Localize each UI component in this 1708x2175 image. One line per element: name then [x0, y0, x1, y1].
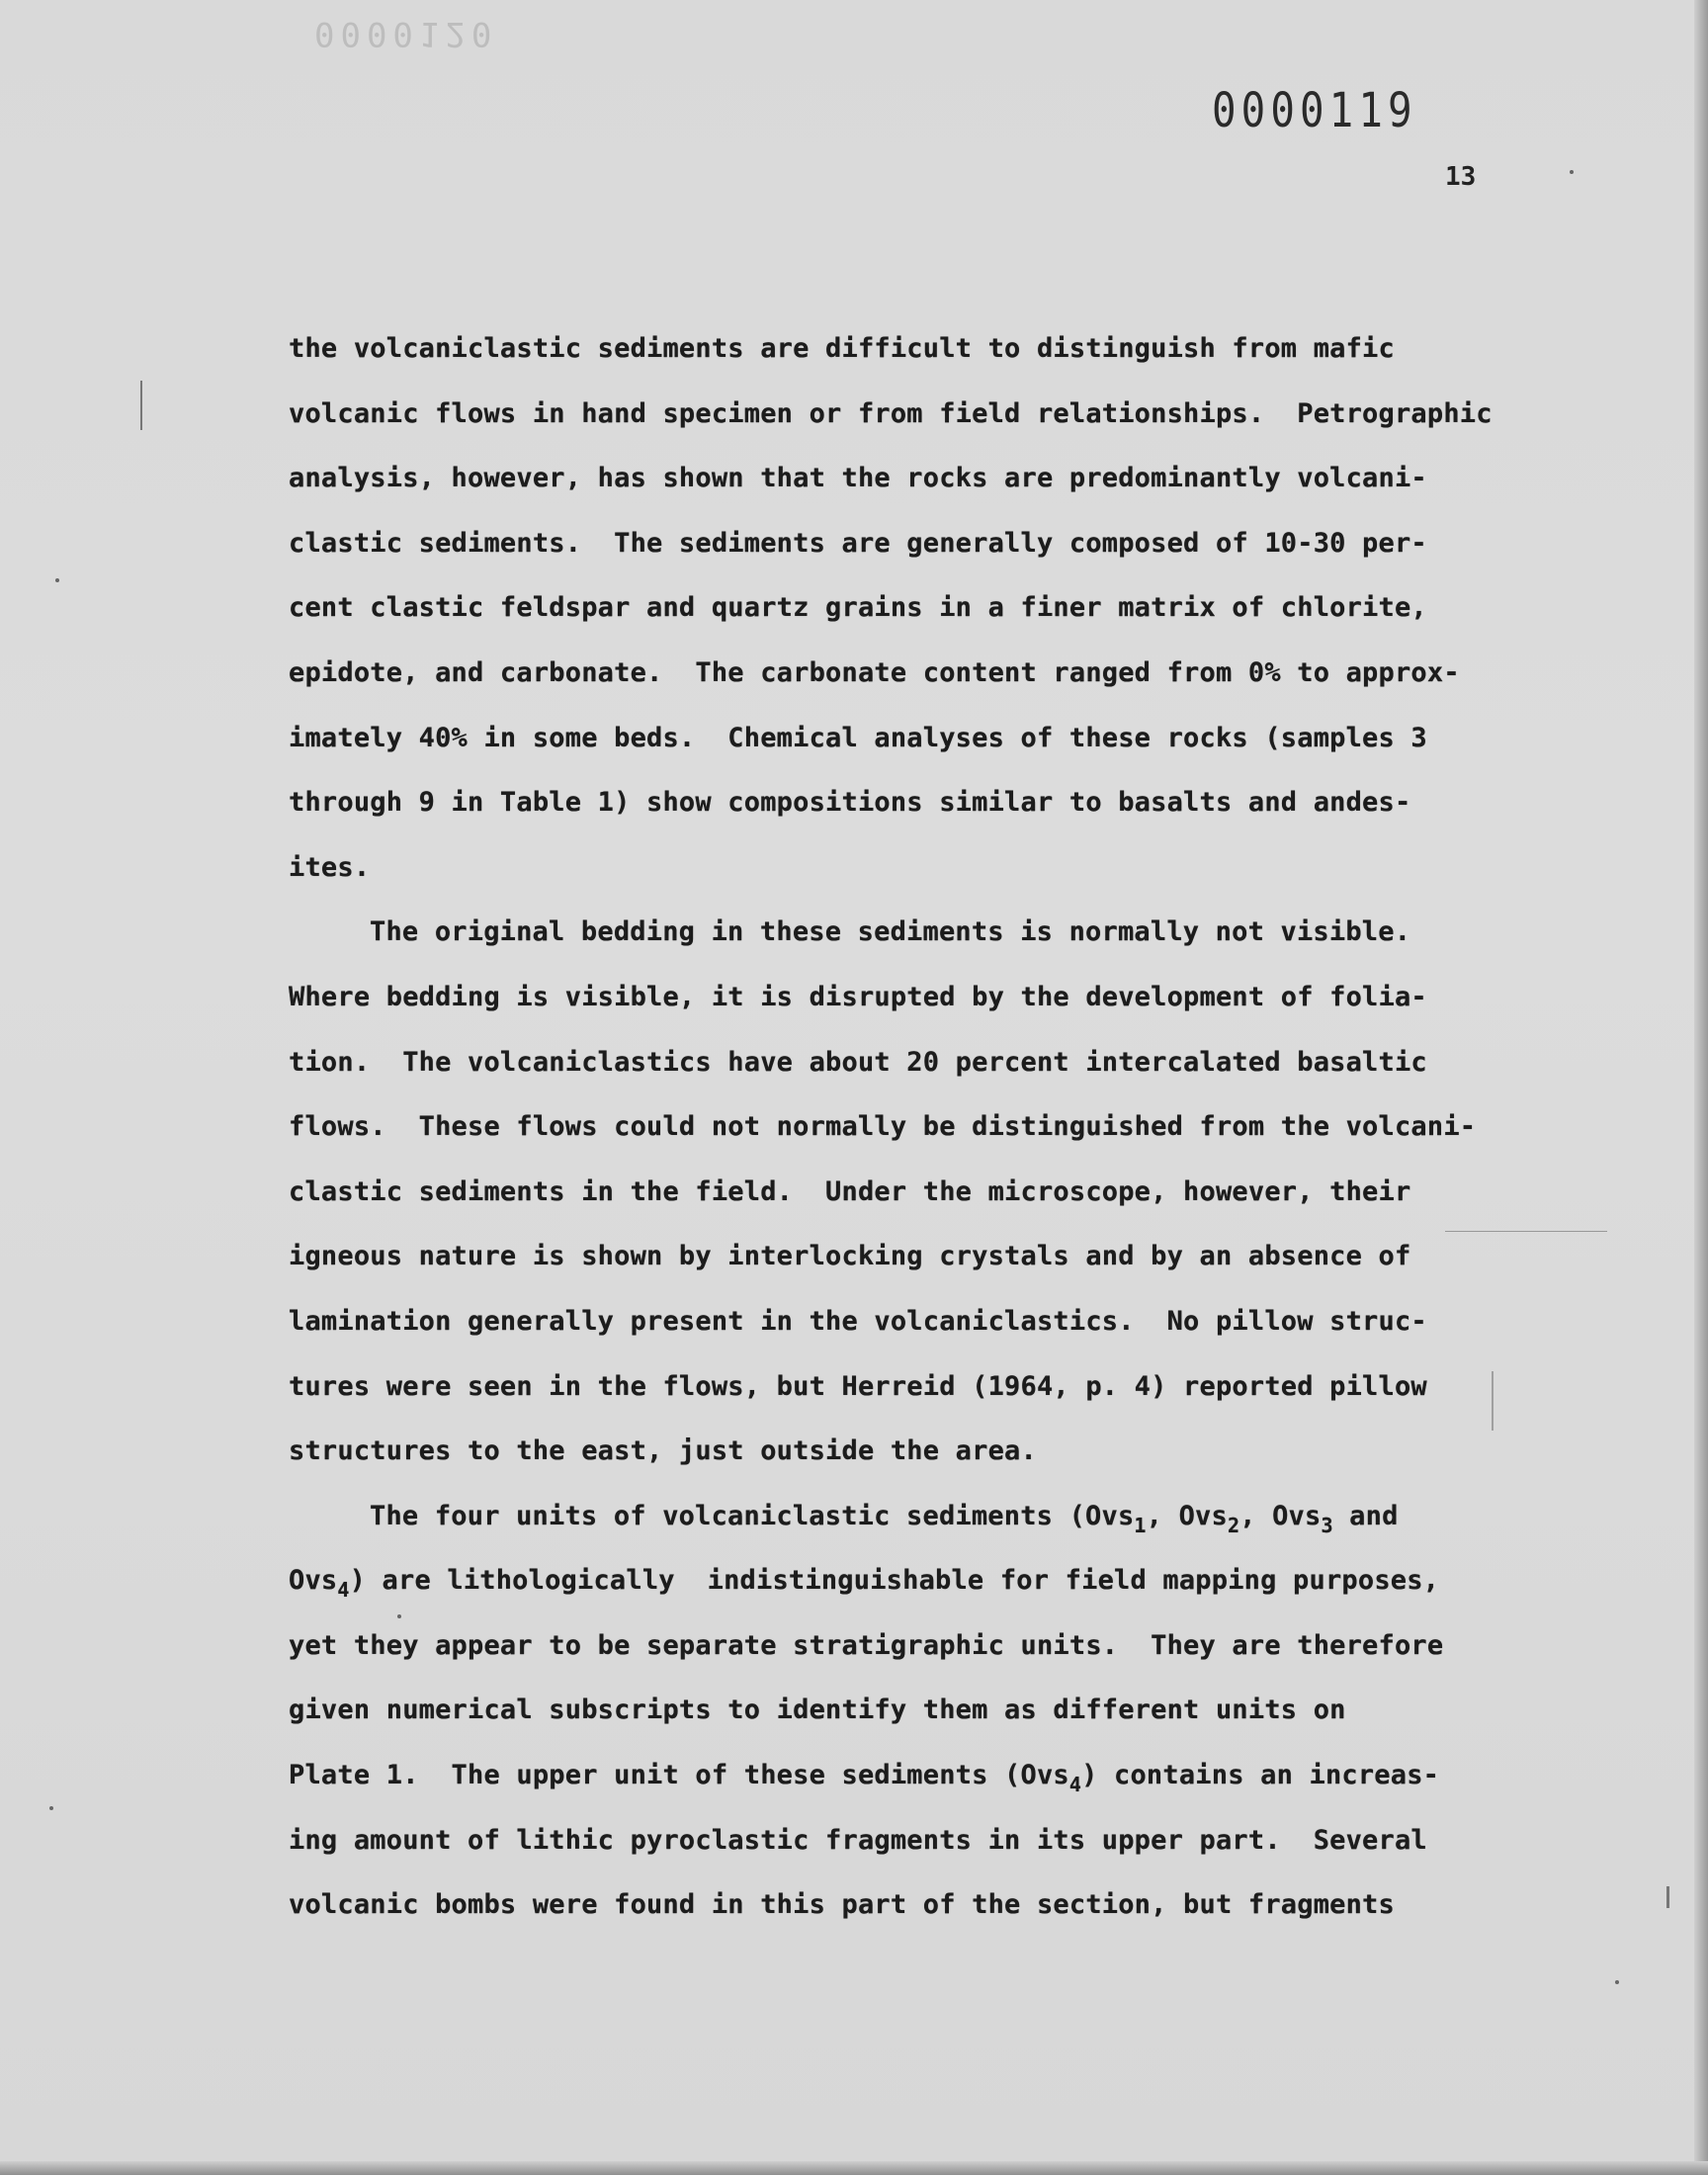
subscript: 4 — [337, 1578, 350, 1603]
scan-speck — [1615, 1980, 1619, 1984]
text-line: flows. These flows could not normally be distinguished from the volcani- — [289, 1111, 1477, 1143]
scan-mark — [1445, 1231, 1607, 1232]
text-line: lamination generally present in the volcaniclastics. No pillow struc- — [289, 1305, 1427, 1337]
scan-speck — [1570, 170, 1574, 174]
text-line — [289, 1548, 1534, 1613]
text-line: volcanic flows in hand specimen or from field relationships. Petrographic — [289, 397, 1493, 429]
scan-mark — [140, 381, 142, 430]
text-line: the volcaniclastic sediments are difficult to distinguish from mafic — [289, 333, 1395, 364]
ghost-stamp: 0000120 — [314, 14, 498, 53]
text-line: given numerical subscripts to identify them as different units on — [289, 1695, 1346, 1726]
text-line: imately 40% in some beds. Chemical analyses of these rocks (samples 3 — [289, 722, 1427, 753]
text-line: yet they appear to be separate stratigraphic units. They are therefore — [289, 1629, 1444, 1661]
text-line: The original bedding in these sediments is normally not visible. — [370, 916, 1411, 948]
text-segment: Plate 1. The upper unit of these sediments (Ovs — [289, 1760, 1069, 1791]
document-stamp-number: 0000119 — [1212, 83, 1417, 138]
text-line: ites. — [289, 851, 371, 883]
text-line: clastic sediments. The sediments are generally composed of 10-30 per- — [289, 527, 1427, 559]
text-segment: Ovs — [289, 1565, 338, 1597]
text-line: structures to the east, just outside the area. — [289, 1436, 1037, 1467]
text-segment: The four units of volcaniclastic sediments (Ovs — [370, 1500, 1135, 1531]
scan-speck — [55, 578, 59, 582]
text-segment: ) contains an increas- — [1081, 1760, 1440, 1791]
text-line: tures were seen in the flows, but Herreid (1964, p. 4) reported pillow — [289, 1370, 1427, 1402]
text-line: analysis, however, has shown that the rocks are predominantly volcani- — [289, 463, 1427, 494]
scan-speck — [49, 1806, 53, 1810]
scan-speck — [397, 1614, 401, 1618]
text-segment: , Ovs — [1146, 1500, 1228, 1531]
page-edge-shadow-bottom — [0, 2161, 1708, 2175]
page-number: 13 — [1445, 162, 1477, 192]
text-line: Where bedding is visible, it is disrupted by the development of folia- — [289, 981, 1427, 1012]
body-text — [289, 316, 1534, 1938]
text-segment: ) are lithologically indistinguishable for field mapping purposes, — [349, 1565, 1440, 1597]
text-segment: and — [1332, 1500, 1399, 1531]
text-line: cent clastic feldspar and quartz grains in a finer matrix of chlorite, — [289, 592, 1427, 624]
text-line: volcanic bombs were found in this part of the section, but fragments — [289, 1889, 1395, 1921]
subscript: 3 — [1321, 1513, 1333, 1537]
text-line: igneous nature is shown by interlocking crystals and by an absence of — [289, 1241, 1411, 1272]
text-line: clastic sediments in the field. Under the microscope, however, their — [289, 1175, 1411, 1207]
subscript: 4 — [1068, 1773, 1082, 1797]
subscript: 1 — [1134, 1513, 1147, 1537]
text-line — [289, 1743, 1534, 1808]
text-line: through 9 in Table 1) show compositions similar to basalts and andes- — [289, 787, 1411, 819]
text-line: tion. The volcaniclastics have about 20 percent intercalated basaltic — [289, 1046, 1427, 1078]
text-line: ing amount of lithic pyroclastic fragments in its upper part. Several — [289, 1824, 1427, 1856]
text-line — [289, 1484, 1534, 1549]
text-segment: , Ovs — [1239, 1500, 1322, 1531]
scan-mark — [1492, 1371, 1494, 1431]
subscript: 2 — [1227, 1513, 1240, 1537]
scan-mark — [1666, 1886, 1669, 1908]
text-line: epidote, and carbonate. The carbonate content ranged from 0% to approx- — [289, 656, 1460, 688]
page-edge-shadow-right — [1694, 0, 1708, 2175]
